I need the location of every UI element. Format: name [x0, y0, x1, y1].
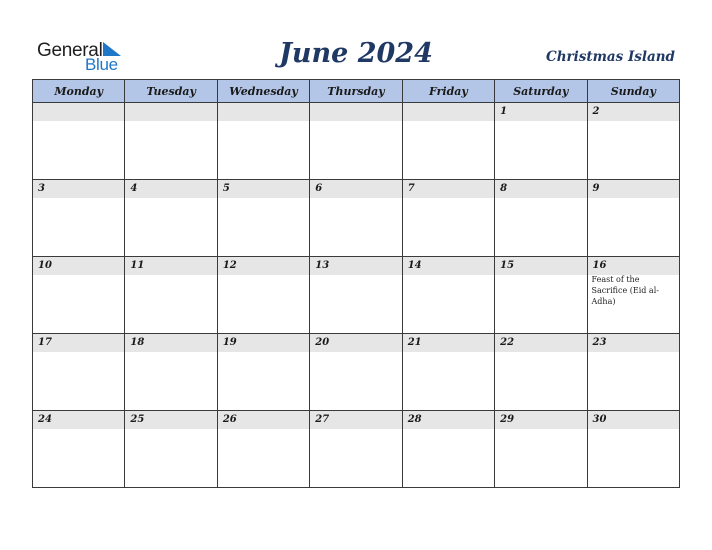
- holiday-event: Feast of the Sacrifice (Eid al-Adha): [591, 275, 659, 306]
- day-number: 10: [38, 260, 52, 271]
- day-number-bar: [218, 103, 309, 121]
- day-number-bar: [310, 180, 401, 198]
- day-number-bar: [125, 411, 216, 429]
- day-cell[interactable]: [217, 257, 309, 334]
- week-row: [33, 257, 680, 334]
- calendar-grid: [32, 79, 680, 488]
- day-cell[interactable]: [587, 180, 679, 257]
- day-cell[interactable]: [33, 257, 125, 334]
- day-number-bar: [310, 411, 401, 429]
- day-number: 13: [315, 260, 330, 271]
- day-cell[interactable]: [402, 334, 494, 411]
- day-number-bar: [310, 334, 401, 352]
- day-number-bar: [588, 180, 679, 198]
- weekday-saturday: Saturday: [495, 80, 587, 103]
- day-cell[interactable]: [402, 180, 494, 257]
- day-cell[interactable]: [402, 411, 494, 488]
- day-cell[interactable]: [495, 411, 587, 488]
- day-number-bar: [588, 334, 679, 352]
- day-cell[interactable]: [125, 334, 217, 411]
- weekday-wednesday: Wednesday: [217, 80, 309, 103]
- day-number: 16: [592, 260, 607, 271]
- day-number-bar: [33, 411, 124, 429]
- day-number-bar: [403, 103, 494, 121]
- day-number: 29: [500, 414, 515, 425]
- week-row: [33, 180, 680, 257]
- day-number: 15: [500, 260, 515, 271]
- day-number: 18: [130, 337, 145, 348]
- day-cell[interactable]: [125, 180, 217, 257]
- weekday-thursday: Thursday: [310, 80, 402, 103]
- day-number-bar: [218, 257, 309, 275]
- day-number-bar: [403, 180, 494, 198]
- day-number-bar: [125, 103, 216, 121]
- day-number-bar: [310, 103, 401, 121]
- day-number: 24: [38, 414, 52, 425]
- day-number-bar: [495, 103, 586, 121]
- day-number: 6: [315, 183, 323, 194]
- calendar-body: [33, 103, 680, 488]
- day-number-bar: [495, 411, 586, 429]
- day-cell[interactable]: [495, 334, 587, 411]
- day-cell[interactable]: [33, 411, 125, 488]
- day-number: 9: [592, 183, 600, 194]
- day-number: 23: [592, 337, 607, 348]
- day-number: 12: [222, 260, 237, 271]
- day-number-bar: [125, 180, 216, 198]
- day-cell[interactable]: [402, 103, 494, 180]
- day-number-bar: [125, 334, 216, 352]
- day-number-bar: [495, 257, 586, 275]
- day-number-bar: [495, 334, 586, 352]
- day-number-bar: [125, 257, 216, 275]
- day-cell[interactable]: [33, 180, 125, 257]
- week-row: [33, 411, 680, 488]
- weekday-tuesday: Tuesday: [125, 80, 217, 103]
- day-number: 14: [407, 260, 422, 271]
- day-number: 19: [222, 337, 237, 348]
- day-number: 5: [222, 183, 230, 194]
- day-cell[interactable]: [33, 334, 125, 411]
- day-number: 7: [407, 183, 415, 194]
- day-cell[interactable]: [217, 180, 309, 257]
- day-cell[interactable]: [310, 334, 402, 411]
- day-cell[interactable]: [217, 103, 309, 180]
- day-number: 26: [222, 414, 237, 425]
- day-cell[interactable]: [495, 103, 587, 180]
- weekday-header-row: [33, 80, 680, 103]
- day-number: 11: [130, 260, 145, 271]
- page-title: June 2024: [279, 38, 433, 69]
- day-number: 20: [315, 337, 330, 348]
- day-cell[interactable]: [587, 103, 679, 180]
- day-cell[interactable]: [33, 103, 125, 180]
- day-number: 22: [500, 337, 515, 348]
- day-cell[interactable]: [125, 411, 217, 488]
- day-number-bar: [403, 411, 494, 429]
- day-number-bar: [588, 257, 679, 275]
- logo-blue-text: Blue: [85, 55, 118, 74]
- day-number-bar: [310, 257, 401, 275]
- day-cell[interactable]: [310, 180, 402, 257]
- day-number-bar: [495, 180, 586, 198]
- region-label: Christmas Island: [545, 49, 675, 65]
- day-cell[interactable]: [217, 411, 309, 488]
- day-number: 2: [592, 106, 600, 117]
- day-cell[interactable]: [587, 334, 679, 411]
- day-number: 28: [407, 414, 422, 425]
- day-number-bar: [33, 103, 124, 121]
- logo-general-text: General: [37, 40, 103, 61]
- weekday-friday: Friday: [402, 80, 494, 103]
- day-number-bar: [33, 257, 124, 275]
- week-row: [33, 334, 680, 411]
- day-cell[interactable]: [125, 103, 217, 180]
- day-cell[interactable]: [587, 257, 679, 334]
- day-number-bar: [588, 103, 679, 121]
- day-number: 1: [500, 106, 508, 117]
- day-cell[interactable]: [310, 257, 402, 334]
- day-cell[interactable]: [587, 411, 679, 488]
- weekday-sunday: Sunday: [587, 80, 679, 103]
- day-number-bar: [403, 334, 494, 352]
- day-cell[interactable]: [495, 180, 587, 257]
- day-cell[interactable]: [310, 103, 402, 180]
- weekday-monday: Monday: [33, 80, 125, 103]
- day-number-bar: [218, 334, 309, 352]
- day-number: 4: [130, 183, 138, 194]
- day-number-bar: [588, 411, 679, 429]
- day-number: 17: [38, 337, 52, 348]
- day-cell[interactable]: [217, 334, 309, 411]
- day-number: 27: [315, 414, 330, 425]
- day-cell[interactable]: [125, 257, 217, 334]
- day-cell[interactable]: [495, 257, 587, 334]
- day-number: 25: [130, 414, 145, 425]
- day-number: 21: [407, 337, 422, 348]
- day-number: 3: [38, 183, 45, 194]
- day-cell[interactable]: [402, 257, 494, 334]
- day-number-bar: [403, 257, 494, 275]
- day-number-bar: [33, 334, 124, 352]
- day-number-bar: [218, 411, 309, 429]
- day-number: 30: [592, 414, 607, 425]
- day-number-bar: [33, 180, 124, 198]
- week-row: [33, 103, 680, 180]
- day-number: 8: [500, 183, 508, 194]
- day-number-bar: [218, 180, 309, 198]
- day-cell[interactable]: [310, 411, 402, 488]
